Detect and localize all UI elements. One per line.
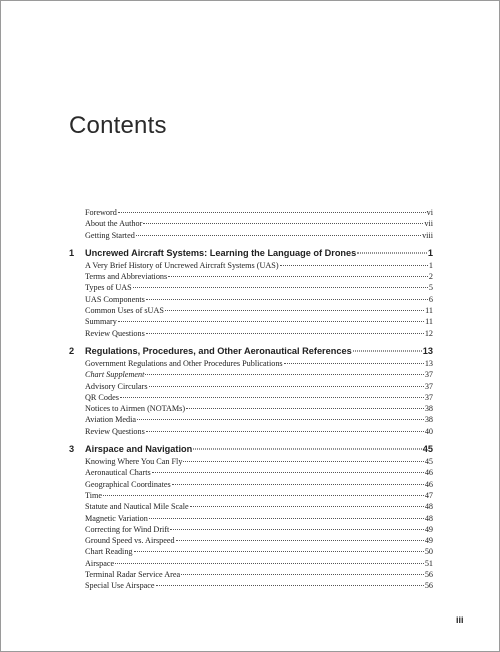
toc-entry-label: Geographical Coordinates [85,479,171,489]
table-of-contents [69,207,433,592]
toc-entry-page: 46 [424,468,433,478]
toc-entry-label: Advisory Circulars [85,381,148,391]
dot-leader [115,563,424,564]
dot-leader [165,310,424,311]
chapter-page: 45 [422,444,433,455]
toc-entry-page: 13 [424,358,433,368]
toc-entry[interactable] [85,558,433,569]
dot-leader [145,374,423,375]
toc-entry[interactable] [85,282,433,293]
toc-entry[interactable] [85,369,433,380]
toc-entry-page: 5 [428,283,433,293]
toc-entry[interactable] [85,580,433,591]
dot-leader [190,506,424,507]
dot-leader [136,235,421,236]
chapter-number: 1 [69,247,75,258]
page-number: iii [456,615,464,625]
dot-leader [152,472,424,473]
chapter-page: 1 [427,247,433,258]
toc-entry-label: Chart Reading [85,547,133,557]
toc-entry-label: Getting Started [85,230,135,240]
toc-entry-label: A Very Brief History of Uncrewed Aircraft Systems (UAS) [85,260,279,270]
toc-entry-label: Correcting for Wind Drift [85,524,170,534]
toc-entry-label: Special Use Airspace [85,581,155,591]
chapter-title: Regulations, Procedures, and Other Aeronautical References [85,345,352,356]
dot-leader [133,287,428,288]
dot-leader [146,431,424,432]
toc-entry-label: Government Regulations and Other Procedures Publications [85,358,283,368]
toc-entry-page: 47 [424,490,433,500]
toc-entry-label: Magnetic Variation [85,513,148,523]
toc-entry[interactable] [85,426,433,437]
toc-entry-label: Aeronautical Charts [85,468,151,478]
dot-leader [357,252,427,253]
toc-entry[interactable] [85,467,433,478]
toc-entry[interactable] [85,260,433,271]
toc-entry-page: 6 [428,294,433,304]
toc-entry-page: 56 [424,581,433,591]
toc-entry-label: Statute and Nautical Mile Scale [85,502,189,512]
dot-leader [103,495,424,496]
dot-leader [146,333,424,334]
toc-entry-page: 40 [424,426,433,436]
toc-entry-label: Summary [85,317,117,327]
toc-entry[interactable] [85,392,433,403]
page-title: Contents [69,112,167,139]
front-matter-list [69,207,433,241]
toc-entry-page: 1 [428,260,433,270]
toc-entry-page: 50 [424,547,433,557]
toc-entry-page: 38 [424,404,433,414]
toc-entry[interactable] [85,490,433,501]
toc-entry-label: Terminal Radar Service Area [85,570,181,580]
toc-entry-label: Time [85,490,102,500]
dot-leader [284,363,424,364]
toc-entry-page: 37 [424,381,433,391]
toc-entry[interactable] [85,456,433,467]
toc-entry-label: Ground Speed vs. Airspeed [85,536,175,546]
toc-entry-label: UAS Components [85,294,145,304]
toc-entry-page: 49 [424,524,433,534]
toc-entry[interactable] [85,381,433,392]
chapter-heading[interactable] [69,345,433,358]
toc-entry[interactable] [85,501,433,512]
toc-entry-label: Knowing Where You Can Fly [85,457,183,467]
dot-leader [149,518,424,519]
toc-entry-page: viii [422,230,433,240]
dot-leader [156,585,424,586]
toc-entry-label: QR Codes [85,392,119,402]
toc-entry[interactable] [85,546,433,557]
toc-entry-page: 45 [424,457,433,467]
toc-entry[interactable] [85,305,433,316]
toc-entry-page: 37 [424,370,433,380]
toc-entry-page: 46 [424,479,433,489]
toc-entry-label: Common Uses of sUAS [85,306,164,316]
dot-leader [118,212,426,213]
toc-entry[interactable] [85,328,433,339]
toc-entry[interactable] [85,513,433,524]
dot-leader [353,350,422,351]
toc-entry[interactable] [85,316,433,327]
toc-entry-page: 51 [424,558,433,568]
toc-entry[interactable] [85,358,433,369]
dot-leader [143,223,423,224]
dot-leader [149,386,424,387]
toc-entry-page: vi [426,208,433,217]
toc-entry-page: 56 [424,570,433,580]
toc-entry-page: 49 [424,536,433,546]
dot-leader [172,484,424,485]
toc-entry[interactable] [85,271,433,282]
dot-leader [134,551,424,552]
toc-entry-label: Airspace [85,558,115,568]
toc-entry[interactable] [85,207,433,218]
toc-entry[interactable] [85,230,433,241]
toc-entry-label: Review Questions [85,426,145,436]
dot-leader [183,461,423,462]
chapter-list [69,241,433,592]
toc-entry-label: Types of UAS [85,283,132,293]
toc-entry[interactable] [85,218,433,229]
chapter-heading[interactable] [69,443,433,456]
toc-entry-page: 48 [424,513,433,523]
toc-entry-page: vii [424,219,433,229]
toc-entry-label: Chart Supplement [85,370,145,380]
dot-leader [176,540,424,541]
toc-entry[interactable] [85,535,433,546]
toc-entry-label: Foreword [85,208,117,217]
toc-entry-page: 11 [425,306,433,316]
toc-entry-page: 38 [424,415,433,425]
toc-entry-label: About the Author [85,219,143,229]
dot-leader [181,574,424,575]
toc-entry[interactable] [85,569,433,580]
dot-leader [170,529,423,530]
dot-leader [137,419,424,420]
toc-entry[interactable] [85,479,433,490]
dot-leader [280,265,428,266]
chapter-number: 3 [69,444,75,455]
toc-entry-page: 11 [425,317,433,327]
toc-entry-page: 2 [428,272,433,282]
toc-entry-page: 48 [424,502,433,512]
toc-entry[interactable] [85,414,433,425]
dot-leader [193,449,422,450]
toc-entry-label: Review Questions [85,328,145,338]
chapter-title: Uncrewed Aircraft Systems: Learning the Language of Drones [85,247,357,258]
chapter-title: Airspace and Navigation [85,444,193,455]
dot-leader [168,276,428,277]
toc-entry-label: Notices to Airmen (NOTAMs) [85,404,186,414]
toc-entry-page: 12 [424,328,433,338]
chapter-page: 13 [422,345,433,356]
dot-leader [120,397,424,398]
toc-entry-label: Terms and Abbreviations [85,272,168,282]
toc-entry[interactable] [85,403,433,414]
toc-entry[interactable] [85,294,433,305]
chapter-number: 2 [69,345,75,356]
toc-entry-label: Aviation Media [85,415,137,425]
toc-entry[interactable] [85,524,433,535]
dot-leader [118,321,424,322]
dot-leader [146,299,428,300]
dot-leader [186,408,424,409]
toc-entry-page: 37 [424,392,433,402]
chapter-heading[interactable] [69,247,433,260]
